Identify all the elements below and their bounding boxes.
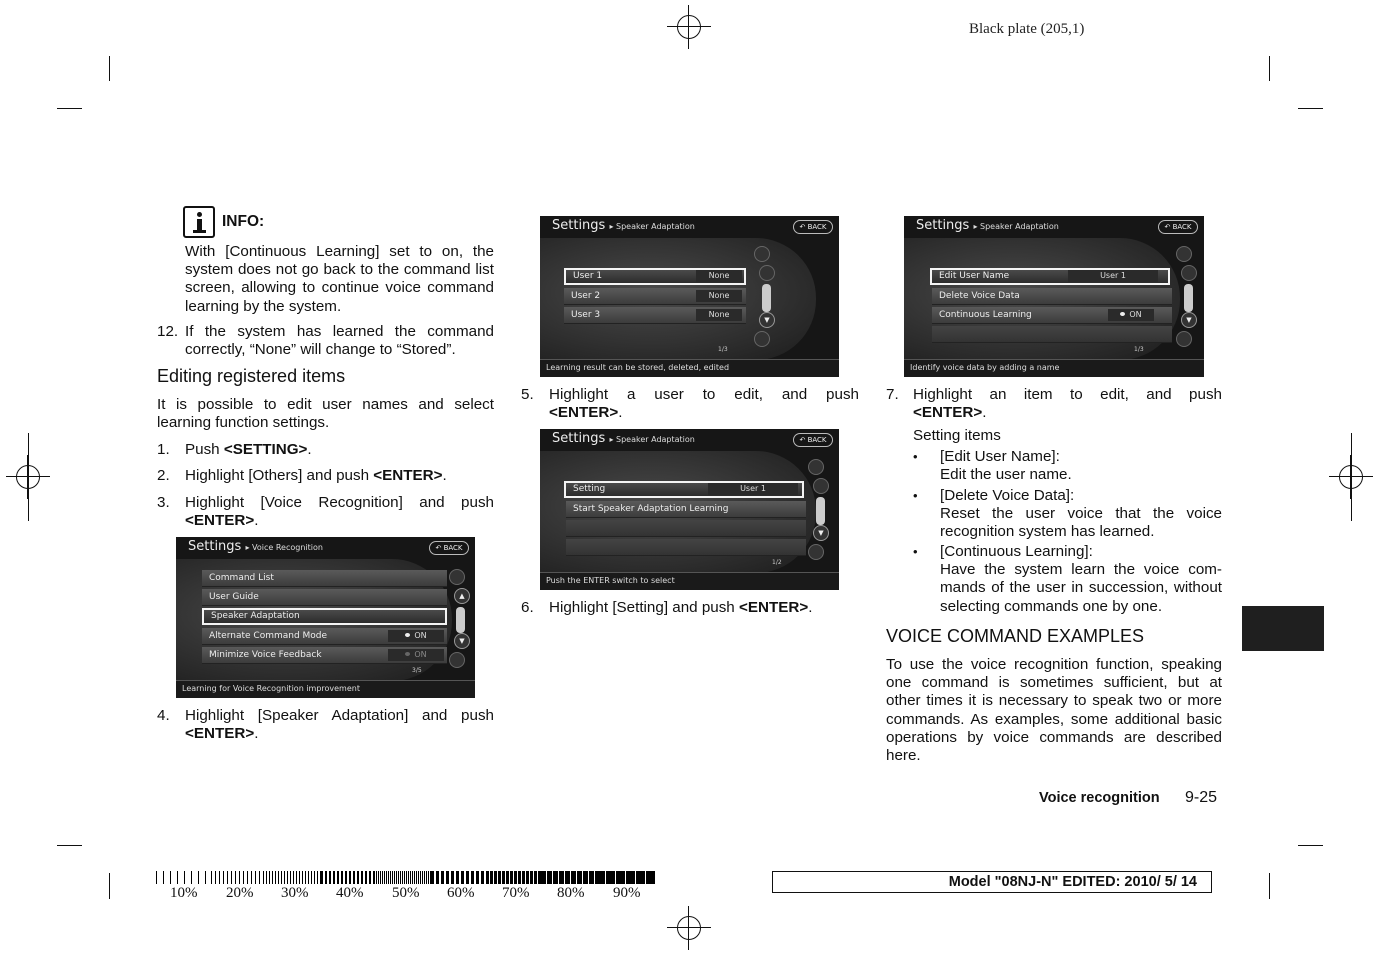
- empty-row: [566, 520, 806, 537]
- step-text: If the system has learned the command correctly, “None” will change to “Stored”.: [185, 323, 494, 359]
- screen-title: Settings ▸ Voice Recognition: [188, 539, 323, 554]
- punctuation: .: [442, 467, 447, 484]
- tint-label: 70%: [502, 885, 530, 901]
- model-edited-box: Model "08NJ-N" EDITED: 2010/ 5/ 14: [772, 871, 1212, 893]
- screen-speaker-adaptation-edit: [904, 216, 1204, 377]
- key-label: <ENTER>: [549, 404, 619, 422]
- bullet-icon: •: [913, 544, 918, 559]
- toggle-value: ON: [1108, 309, 1154, 321]
- section-heading-examples: VOICE COMMAND EXAMPLES: [886, 626, 1145, 646]
- setting-value: User 1: [708, 483, 798, 495]
- page-indicator: 1/3: [718, 346, 728, 353]
- tint-label: 80%: [557, 885, 585, 901]
- scroll-down-icon: [754, 331, 770, 347]
- tint-label: 60%: [447, 885, 475, 901]
- screen-title: Settings ▸ Speaker Adaptation: [552, 218, 695, 233]
- bullet-edit-user-name: [913, 448, 1222, 484]
- tint-patch: [266, 871, 321, 884]
- key-label: <ENTER>: [738, 599, 809, 616]
- empty-row: [566, 539, 806, 556]
- toggle-value: ON: [388, 630, 444, 642]
- tint-patch: [211, 871, 266, 884]
- scroll-up-icon: [1181, 265, 1197, 281]
- menu-item[interactable]: Alternate Command Mode ON: [202, 628, 447, 645]
- registration-mark: [667, 5, 711, 49]
- scrollbar[interactable]: [1184, 284, 1193, 312]
- menu-item[interactable]: Start Speaker Adaptation Learning: [566, 501, 806, 518]
- menu-item-selected[interactable]: Edit User Name User 1: [930, 268, 1170, 285]
- bullet-desc: Reset the user voice that the voice recognition system has learned.: [940, 505, 1222, 541]
- status-bar: Learning result can be stored, deleted, edited: [540, 359, 839, 377]
- chapter-tab: [1242, 606, 1324, 651]
- scroll-up-icon: [754, 246, 770, 262]
- page-indicator: 1/3: [1134, 346, 1144, 353]
- status-bar: Identify voice data by adding a name: [904, 359, 1204, 377]
- crop-mark: [109, 56, 110, 81]
- screen-title: Settings ▸ Speaker Adaptation: [916, 218, 1059, 233]
- scroll-down-icon[interactable]: ▼: [1181, 312, 1197, 328]
- punctuation: .: [982, 404, 987, 422]
- registration-mark: [1329, 455, 1373, 499]
- bullet-title: [Continuous Learning]:: [940, 543, 1093, 560]
- user-status: None: [696, 290, 742, 302]
- step-number: 5.: [521, 386, 534, 403]
- step-7: [886, 386, 1222, 422]
- tint-patch: [431, 871, 486, 884]
- scroll-up-icon: [813, 478, 829, 494]
- back-button[interactable]: ↶ BACK: [793, 220, 833, 234]
- info-icon: [183, 206, 215, 238]
- scrollbar[interactable]: [816, 497, 825, 525]
- punctuation: .: [254, 725, 259, 743]
- tint-patch: [156, 871, 211, 884]
- step-number: 4.: [157, 707, 170, 724]
- step-number: 12.: [157, 323, 179, 340]
- step-text: Highlight an item to edit, and push: [913, 386, 1222, 403]
- editing-intro: It is possible to edit user names and select learning function settings.: [157, 396, 494, 432]
- screen-speaker-adaptation-setting: [540, 429, 839, 590]
- status-bar: Push the ENTER switch to select: [540, 572, 839, 590]
- scroll-down-icon: [808, 544, 824, 560]
- menu-item[interactable]: Minimize Voice Feedback ON: [202, 647, 447, 664]
- step-text: Highlight [Voice Recognition] and push: [185, 494, 494, 511]
- page-number: 9-25: [1185, 789, 1218, 806]
- screen-title: Settings ▸ Speaker Adaptation: [552, 431, 695, 446]
- step-text: Highlight [Others] and push: [185, 467, 374, 484]
- step-2: [157, 467, 494, 485]
- menu-item-selected[interactable]: Speaker Adaptation: [202, 608, 447, 625]
- tint-patch: [541, 871, 596, 884]
- step-number: 3.: [157, 494, 170, 511]
- step-12: [157, 323, 494, 359]
- bullet-desc: Edit the user name.: [940, 466, 1072, 484]
- menu-item[interactable]: Delete Voice Data: [932, 288, 1172, 305]
- step-text: Highlight a user to edit, and push: [549, 386, 859, 403]
- user-status: None: [696, 270, 742, 282]
- scroll-up-icon: [759, 265, 775, 281]
- bullet-title: [Delete Voice Data]:: [940, 487, 1075, 504]
- crop-mark: [57, 845, 82, 846]
- section-heading-editing: Editing registered items: [157, 366, 346, 386]
- tint-patch: [596, 871, 655, 884]
- step-text: Push: [185, 441, 224, 458]
- step-number: 6.: [521, 599, 534, 616]
- bullet-icon: •: [913, 449, 918, 464]
- punctuation: .: [808, 599, 813, 616]
- scroll-up-icon: [1176, 246, 1192, 262]
- step-number: 7.: [886, 386, 899, 403]
- tint-label: 50%: [392, 885, 420, 901]
- key-label: <SETTING>: [223, 441, 308, 458]
- bullet-continuous-learning: [913, 543, 1222, 616]
- empty-row: [932, 326, 1172, 343]
- screen-speaker-adaptation-users: [540, 216, 839, 377]
- menu-item[interactable]: Continuous Learning ON: [932, 307, 1172, 324]
- step-text: Highlight [Speaker Adaptation] and push: [185, 707, 494, 724]
- key-label: <ENTER>: [185, 725, 255, 743]
- plate-label: Black plate (205,1): [969, 21, 1085, 37]
- menu-item-selected[interactable]: User 1 None: [564, 268, 746, 285]
- registration-mark: [6, 455, 50, 499]
- info-text: With [Continuous Learning] set to on, the system does not go back to the command list screen, allowing to continue voice command learning by the system.: [185, 243, 494, 315]
- step-3: [157, 494, 494, 530]
- step-1: [157, 441, 494, 459]
- step-text: Highlight [Setting] and push: [549, 599, 739, 616]
- tint-label: 30%: [281, 885, 309, 901]
- crop-mark: [1269, 56, 1270, 81]
- menu-item[interactable]: User Guide: [202, 589, 447, 606]
- step-5: [521, 386, 859, 422]
- punctuation: .: [254, 512, 259, 530]
- tint-patch: [321, 871, 376, 884]
- crop-mark: [1298, 845, 1323, 846]
- step-6: [521, 599, 859, 617]
- step-number: 2.: [157, 467, 170, 484]
- setting-items-label: Setting items: [913, 427, 1001, 444]
- key-label: <ENTER>: [185, 512, 255, 530]
- bullet-title: [Edit User Name]:: [940, 448, 1060, 465]
- scroll-down-icon: [1176, 331, 1192, 347]
- scroll-down-icon[interactable]: ▼: [759, 312, 775, 328]
- tint-label: 20%: [226, 885, 254, 901]
- scroll-up-icon: [808, 459, 824, 475]
- tint-label: 90%: [613, 885, 641, 901]
- key-label: <ENTER>: [913, 404, 983, 422]
- screen-voice-recognition: [176, 537, 475, 698]
- registration-mark: [667, 906, 711, 950]
- info-label: INFO:: [222, 213, 265, 230]
- step-4: [157, 707, 494, 743]
- crop-mark: [57, 108, 82, 109]
- tint-label: 10%: [170, 885, 198, 901]
- back-button[interactable]: ↶ BACK: [793, 433, 833, 447]
- scrollbar[interactable]: [762, 284, 771, 312]
- menu-item[interactable]: User 3 None: [564, 307, 746, 324]
- back-button[interactable]: ↶ BACK: [1158, 220, 1198, 234]
- scroll-down-icon: [449, 652, 465, 668]
- bullet-icon: •: [913, 488, 918, 503]
- tint-patch: [376, 871, 431, 884]
- bullet-delete-voice-data: [913, 487, 1222, 542]
- scrollbar[interactable]: [456, 607, 465, 633]
- crop-mark: [1269, 873, 1270, 899]
- scroll-down-icon[interactable]: ▼: [813, 525, 829, 541]
- menu-item[interactable]: User 2 None: [564, 288, 746, 305]
- examples-text: To use the voice recognition function, speaking one command is sometimes sufficient, but at other times it is necessary to speak two or more commands. As examples, some additional basic operations by voice commands are described here.: [886, 656, 1222, 765]
- scroll-down-icon[interactable]: ▼: [454, 633, 470, 649]
- tint-patch: [486, 871, 541, 884]
- scroll-up-icon[interactable]: ▲: [454, 588, 470, 604]
- crop-mark: [109, 873, 110, 899]
- menu-item[interactable]: Command List: [202, 570, 447, 587]
- punctuation: .: [307, 441, 312, 458]
- step-number: 1.: [157, 441, 170, 458]
- user-name-value: User 1: [1068, 270, 1158, 282]
- menu-item-selected[interactable]: Setting User 1: [564, 481, 804, 498]
- key-label: <ENTER>: [373, 467, 443, 484]
- tint-label: 40%: [336, 885, 364, 901]
- user-status: None: [696, 309, 742, 321]
- bullet-desc: Have the system learn the voice com-mands of the user in succession, without selecting commands one by one.: [940, 561, 1222, 615]
- punctuation: .: [618, 404, 623, 422]
- toggle-value: ON: [388, 649, 444, 661]
- crop-mark: [1298, 108, 1323, 109]
- status-bar: Learning for Voice Recognition improvement: [176, 680, 475, 698]
- scroll-up-icon: [449, 569, 465, 585]
- footer-section-label: Voice recognition: [1039, 790, 1160, 806]
- back-button[interactable]: ↶ BACK: [429, 541, 469, 555]
- page-indicator: 1/2: [772, 559, 782, 566]
- page-indicator: 3/5: [412, 667, 422, 674]
